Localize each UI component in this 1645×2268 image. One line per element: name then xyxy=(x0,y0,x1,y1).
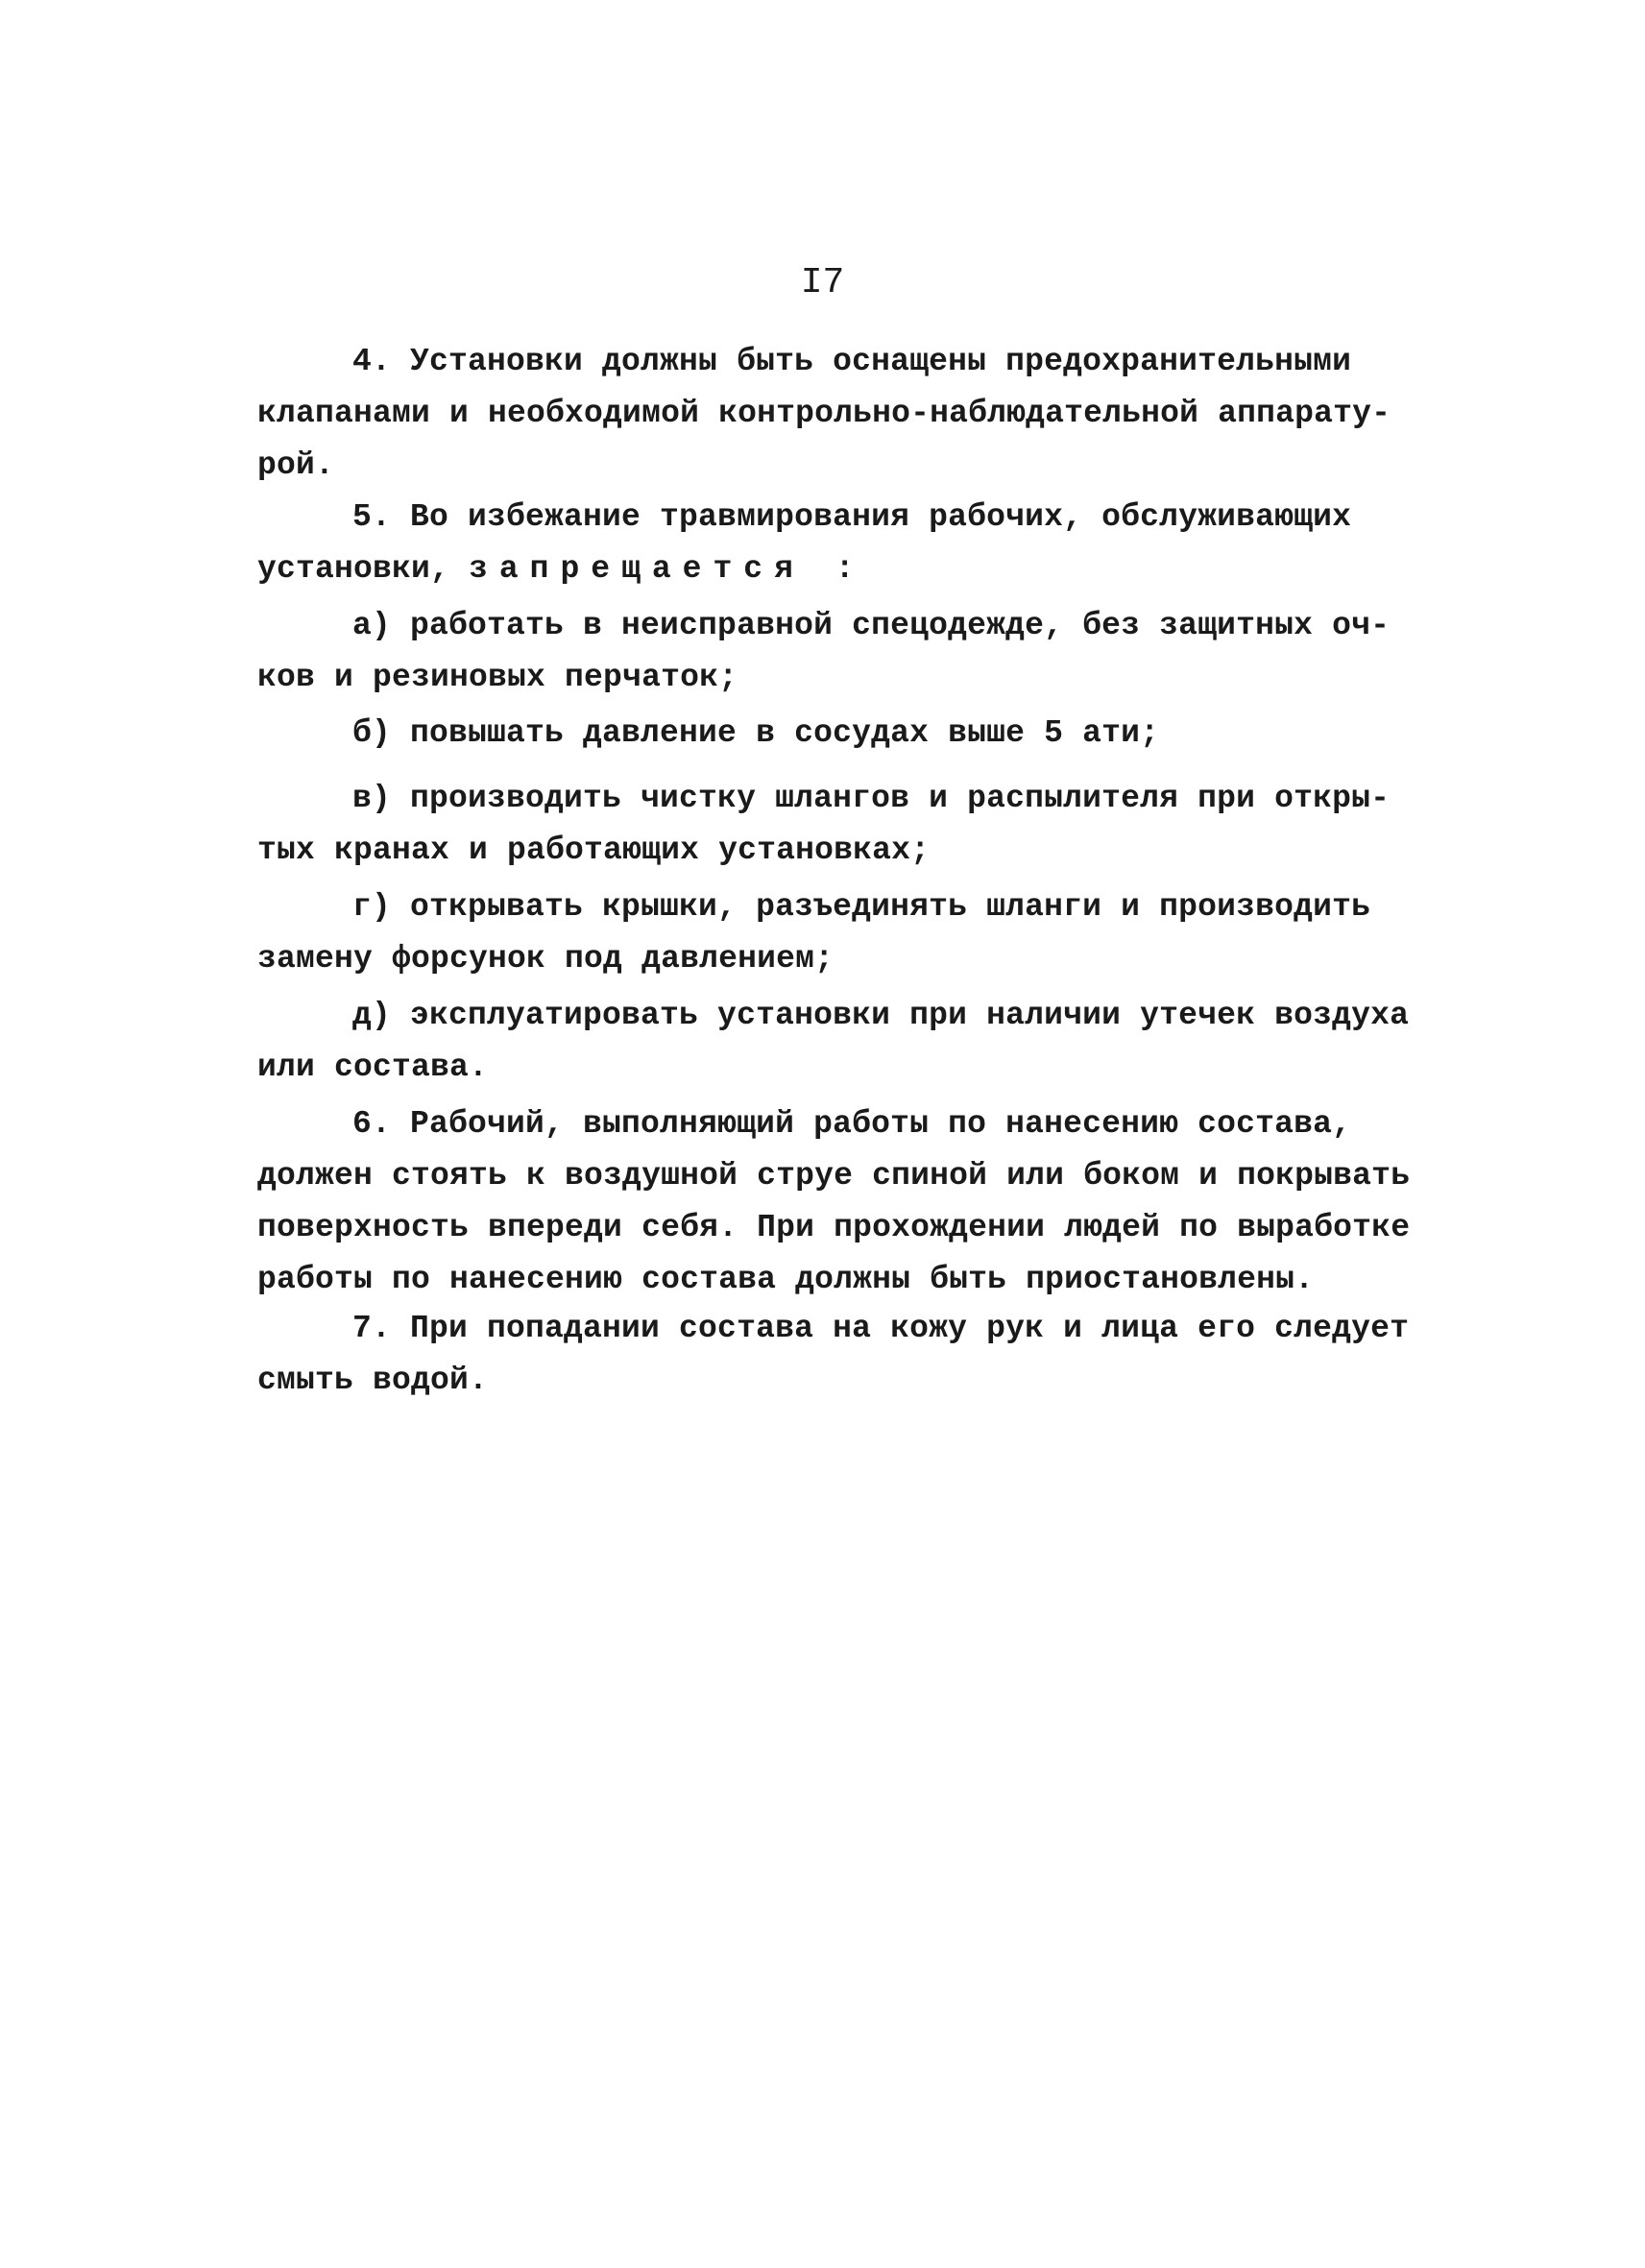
text-line: работы по нанесению состава должны быть приостановлены. xyxy=(257,1262,1315,1297)
text-line: замену форсунок под давлением; xyxy=(257,941,835,977)
text-line: б) повышать давление в сосудах выше 5 ати; xyxy=(352,715,1160,751)
text-line: поверхность впереди себя. При прохождении людей по выработке xyxy=(257,1210,1411,1245)
paragraph-item-7 xyxy=(257,1303,1410,1407)
paragraph-subitem-d xyxy=(257,990,1410,1094)
text-line: клапанами и необходимой контрольно-наблюдательной аппарату- xyxy=(257,396,1391,431)
paragraph-subitem-b xyxy=(257,708,1410,760)
paragraph-subitem-g xyxy=(257,881,1410,985)
text-line: в) производить чистку шлангов и распылителя при откры- xyxy=(352,781,1391,816)
text-line: г) открывать крышки, разъединять шланги и производить xyxy=(352,889,1371,925)
text-line: д) эксплуатировать установки при наличии утечек воздуха xyxy=(352,998,1410,1033)
page-number: I7 xyxy=(800,262,845,303)
text-line: 4. Установки должны быть оснащены предохранительными xyxy=(352,344,1352,379)
text-line: или состава. xyxy=(257,1050,489,1085)
paragraph-item-4 xyxy=(257,336,1410,492)
text-line: ков и резиновых перчаток; xyxy=(257,660,738,695)
paragraph-item-5 xyxy=(257,492,1410,595)
spaced-emphasis-word: запрещается : xyxy=(469,551,866,587)
text-line: а) работать в неисправной спецодежде, без защитных оч- xyxy=(352,608,1391,643)
text-line: 7. При попадании состава на кожу рук и лица его следует xyxy=(352,1311,1410,1346)
paragraph-subitem-a xyxy=(257,600,1410,704)
text-line: 6. Рабочий, выполняющий работы по нанесению состава, xyxy=(352,1106,1352,1142)
text-line: 5. Во избежание травмирования рабочих, обслуживающих xyxy=(352,499,1352,535)
paragraph-item-6 xyxy=(257,1098,1410,1306)
paragraph-subitem-v xyxy=(257,773,1410,877)
text-line: должен стоять к воздушной струе спиной или боком и покрывать xyxy=(257,1158,1411,1194)
text-line-with-spaced-word xyxy=(257,543,1410,595)
text-line: рой. xyxy=(257,447,335,483)
text-line: смыть водой. xyxy=(257,1363,489,1398)
text-line: тых кранах и работающих установках; xyxy=(257,832,931,868)
text-fragment: установки, xyxy=(257,551,450,587)
